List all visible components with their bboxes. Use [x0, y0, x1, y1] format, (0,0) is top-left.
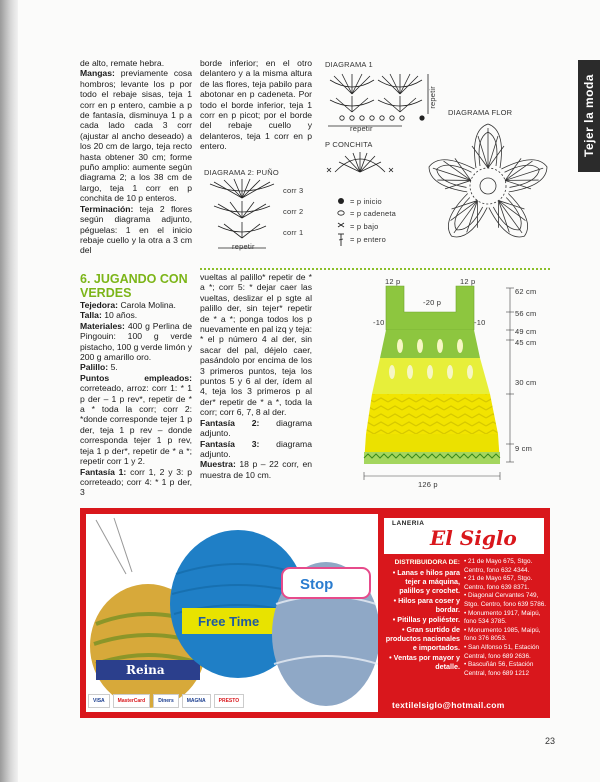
- dress-bottom-width: 126 p: [418, 480, 438, 489]
- ad-address-6: • San Alfonso 51, Estación Central, fono 689 2636.: [464, 643, 540, 660]
- ad-address-7: • Bascuñán 56, Estación Central, fono 689 1212: [464, 661, 534, 677]
- measure-9: 9 cm: [515, 444, 533, 453]
- legend-inicio: = p inicio: [350, 197, 382, 206]
- ad-item-5: • Ventas por mayor y detalle.: [389, 653, 460, 671]
- fantasia-1-label: Fantasía 1:: [80, 466, 127, 477]
- intro-text: de alto, remate hebra.: [80, 58, 165, 68]
- diagram-1-repeat-side-label: repetir: [428, 86, 437, 109]
- muestra-label: Muestra:: [200, 459, 236, 470]
- fantasia-2-value: diagrama adjunto.: [200, 417, 312, 439]
- ad-item-2: • Hilos para coser y bordar.: [393, 596, 460, 614]
- yarn-label-reina: Reina: [126, 663, 165, 677]
- section-title: 6. JUGANDO CON VERDES: [80, 272, 188, 300]
- ad-item-3: • Pitillas y poliéster.: [392, 615, 460, 624]
- dress-top-right: 12 p: [460, 277, 476, 286]
- page-binding: [0, 0, 18, 782]
- ad-address-5: • Monumento 1985, Maipú, fono 376 8053.: [464, 626, 541, 643]
- conchita-diagram: [325, 150, 405, 180]
- ad-item-1: • Lanas e hilos para tejer a máquina, palillos y crochet.: [392, 568, 460, 595]
- legend-symbols: [336, 196, 348, 248]
- diagram-2-row-3: corr 3: [283, 186, 304, 195]
- dress-neck-label: -20 p: [423, 298, 442, 307]
- mangas-text: previamente cosa hombros; levante los p por todo el rebaje sisas, teja 1 corr en p entero, cambie a p de fantasía, disminuya 1 p a cada lado cada 3 corr (ajustar al ancho deseado) a los 20 cm de largo, teja recto hasta obtener 30 cm; forme puño amplio: aumente según diagrama 2; a los 38 cm de largo, teja 1 corr en p conchita de 10 p enteros.: [80, 68, 192, 204]
- diagram-1-repeat-label: repetir: [350, 124, 373, 133]
- diagram-2-repeat-label: repetir: [232, 242, 255, 251]
- puntos-label: Puntos empleados:: [80, 372, 192, 383]
- measure-62: 62 cm: [515, 287, 537, 296]
- fantasia-3-value: diagrama adjunto.: [200, 438, 312, 459]
- column-2-text: borde inferior; en el otro delantero y a la misma altura de las flores, teja pabilo para abotonar en p cadeneta. Por todo el borde inferior, teja 1 corr en p picot; por el borde del rebaje cuello y delanteros, teja 1 corr en p entero.: [200, 58, 312, 152]
- ad-address-4: • Monumento 1917, Maipú, fono 534 3785.: [464, 609, 541, 626]
- measure-56: 56 cm: [515, 309, 537, 318]
- tejedora-value: Carola Molina.: [120, 300, 176, 310]
- puntos-value: correteado, arroz: corr 1: * 1 p der – 1 p rev*, repetir de * a * toda la corr; corr 2: *donde corresponde tejer 1 p der, teja 1 p rev – donde corresponda tejer 1 p rev, teja 1 p der*, repetir de * a *; repetir corr 1 y 2.: [80, 383, 192, 467]
- ad-address-1: • 21 de Mayo 675, Stgo. Centro, fono 632 4344.: [464, 558, 533, 574]
- terminacion-text: teja 2 flores según diagrama adjunto, péguelas: 1 en el inicio rebaje cuello y la otra a 3 cm del: [80, 203, 192, 256]
- diagram-2-row-1: corr 1: [283, 228, 304, 237]
- measure-30: 30 cm: [515, 378, 537, 387]
- card-diners: Diners: [153, 694, 179, 708]
- talla-value: 10 años.: [104, 310, 138, 321]
- talla-label: Talla:: [80, 310, 102, 321]
- ad-product-photo: [86, 514, 378, 712]
- page-number: 23: [545, 736, 556, 746]
- tejedora-label: Tejedora:: [80, 300, 119, 310]
- payment-cards: [88, 694, 244, 708]
- palillo-label: Palillo:: [80, 362, 109, 373]
- terminacion-label: Terminación:: [80, 203, 134, 214]
- mangas-label: Mangas:: [80, 68, 115, 79]
- section-column-1: [80, 300, 192, 498]
- measure-45: 45 cm: [515, 338, 537, 347]
- ad-address-2: • 21 de Mayo 657, Stgo. Centro, fono 639 8371.: [464, 575, 533, 591]
- card-magna: MAGNA: [182, 694, 211, 708]
- conchita-title: P CONCHITA: [325, 140, 373, 149]
- dress-side-left: -10: [373, 318, 385, 327]
- diagram-1-title: DIAGRAMA 1: [325, 60, 373, 69]
- fantasia-3-label: Fantasía 3:: [200, 438, 260, 449]
- flower-diagram: [418, 116, 558, 256]
- ad-products-list: [380, 558, 460, 672]
- ad-address-3: • Diagonal Cervantes 749, Stgo. Centro, fono 639 5786.: [464, 592, 547, 608]
- palillo-value: 5.: [110, 362, 118, 373]
- yarn-balls-illustration: [86, 514, 378, 712]
- yarn-label-free-time: Free Time: [198, 614, 260, 629]
- ad-email[interactable]: textilelsiglo@hotmail.com: [392, 700, 505, 710]
- brand-name: El Siglo: [430, 526, 517, 550]
- instructions-column-1: [80, 58, 192, 256]
- legend-entero: = p entero: [350, 235, 386, 244]
- measure-49: 49 cm: [515, 327, 537, 336]
- dress-top-left: 12 p: [385, 277, 401, 286]
- diagram-2-row-2: corr 2: [283, 207, 304, 216]
- instructions-column-2: [200, 58, 312, 152]
- card-mastercard: MasterCard: [113, 694, 151, 708]
- ad-distribuidora: DISTRIBUIDORA DE:: [394, 559, 460, 566]
- ad-item-4: • Gran surtido de productos nacionales e importados.: [385, 625, 460, 652]
- section-side-tab: Tejer la moda: [578, 60, 600, 172]
- fantasia-1-value: corr 1, 2 y 3: p correteado; corr 4: * 1 p der, 3: [80, 466, 192, 498]
- legend-cadeneta: = p cadeneta: [350, 209, 396, 218]
- section-separator: [200, 268, 550, 270]
- materiales-label: Materiales:: [80, 320, 125, 331]
- materiales-value: 400 g Perlina de Pingouin: 100 g verde pistacho, 100 g verde limón y 200 g amarillo oro.: [80, 320, 193, 363]
- muestra-value: 18 p – 22 corr, en muestra de 10 cm.: [200, 459, 313, 480]
- legend-bajo: = p bajo: [350, 222, 379, 231]
- fantasia-2-label: Fantasía 2:: [200, 417, 260, 428]
- dress-side-right: -10: [474, 318, 486, 327]
- yarn-label-stop: Stop: [300, 576, 334, 593]
- column-4-text: vueltas al palillo* repetir de * a *; corr 5: * dejar caer las vueltas, deslizar el p sgte al palillo der, sin tejer* repetir de * a *; ponga todos los p nuevamente en pal izq y teja: * el p número 4 al der, sin sacar del pal, déjelo caer, pasándolo por encima de los 3 primeros puntos, teja los puntos 5 y 6 al der, ídem al 4, teja los 3 primeros p al der* repetir de * a *, toda la corr; corr 6, 7, 8 al der.: [200, 272, 312, 418]
- ad-addresses: [464, 558, 548, 678]
- flower-diagram-title: DIAGRAMA FLOR: [448, 108, 513, 117]
- diagram-2-title: DIAGRAMA 2: PUÑO: [204, 168, 279, 177]
- brand-laneria: LANERIA: [392, 520, 425, 527]
- card-presto: PRESTO: [214, 694, 244, 708]
- card-visa: VISA: [88, 694, 110, 708]
- section-column-2: [200, 272, 312, 480]
